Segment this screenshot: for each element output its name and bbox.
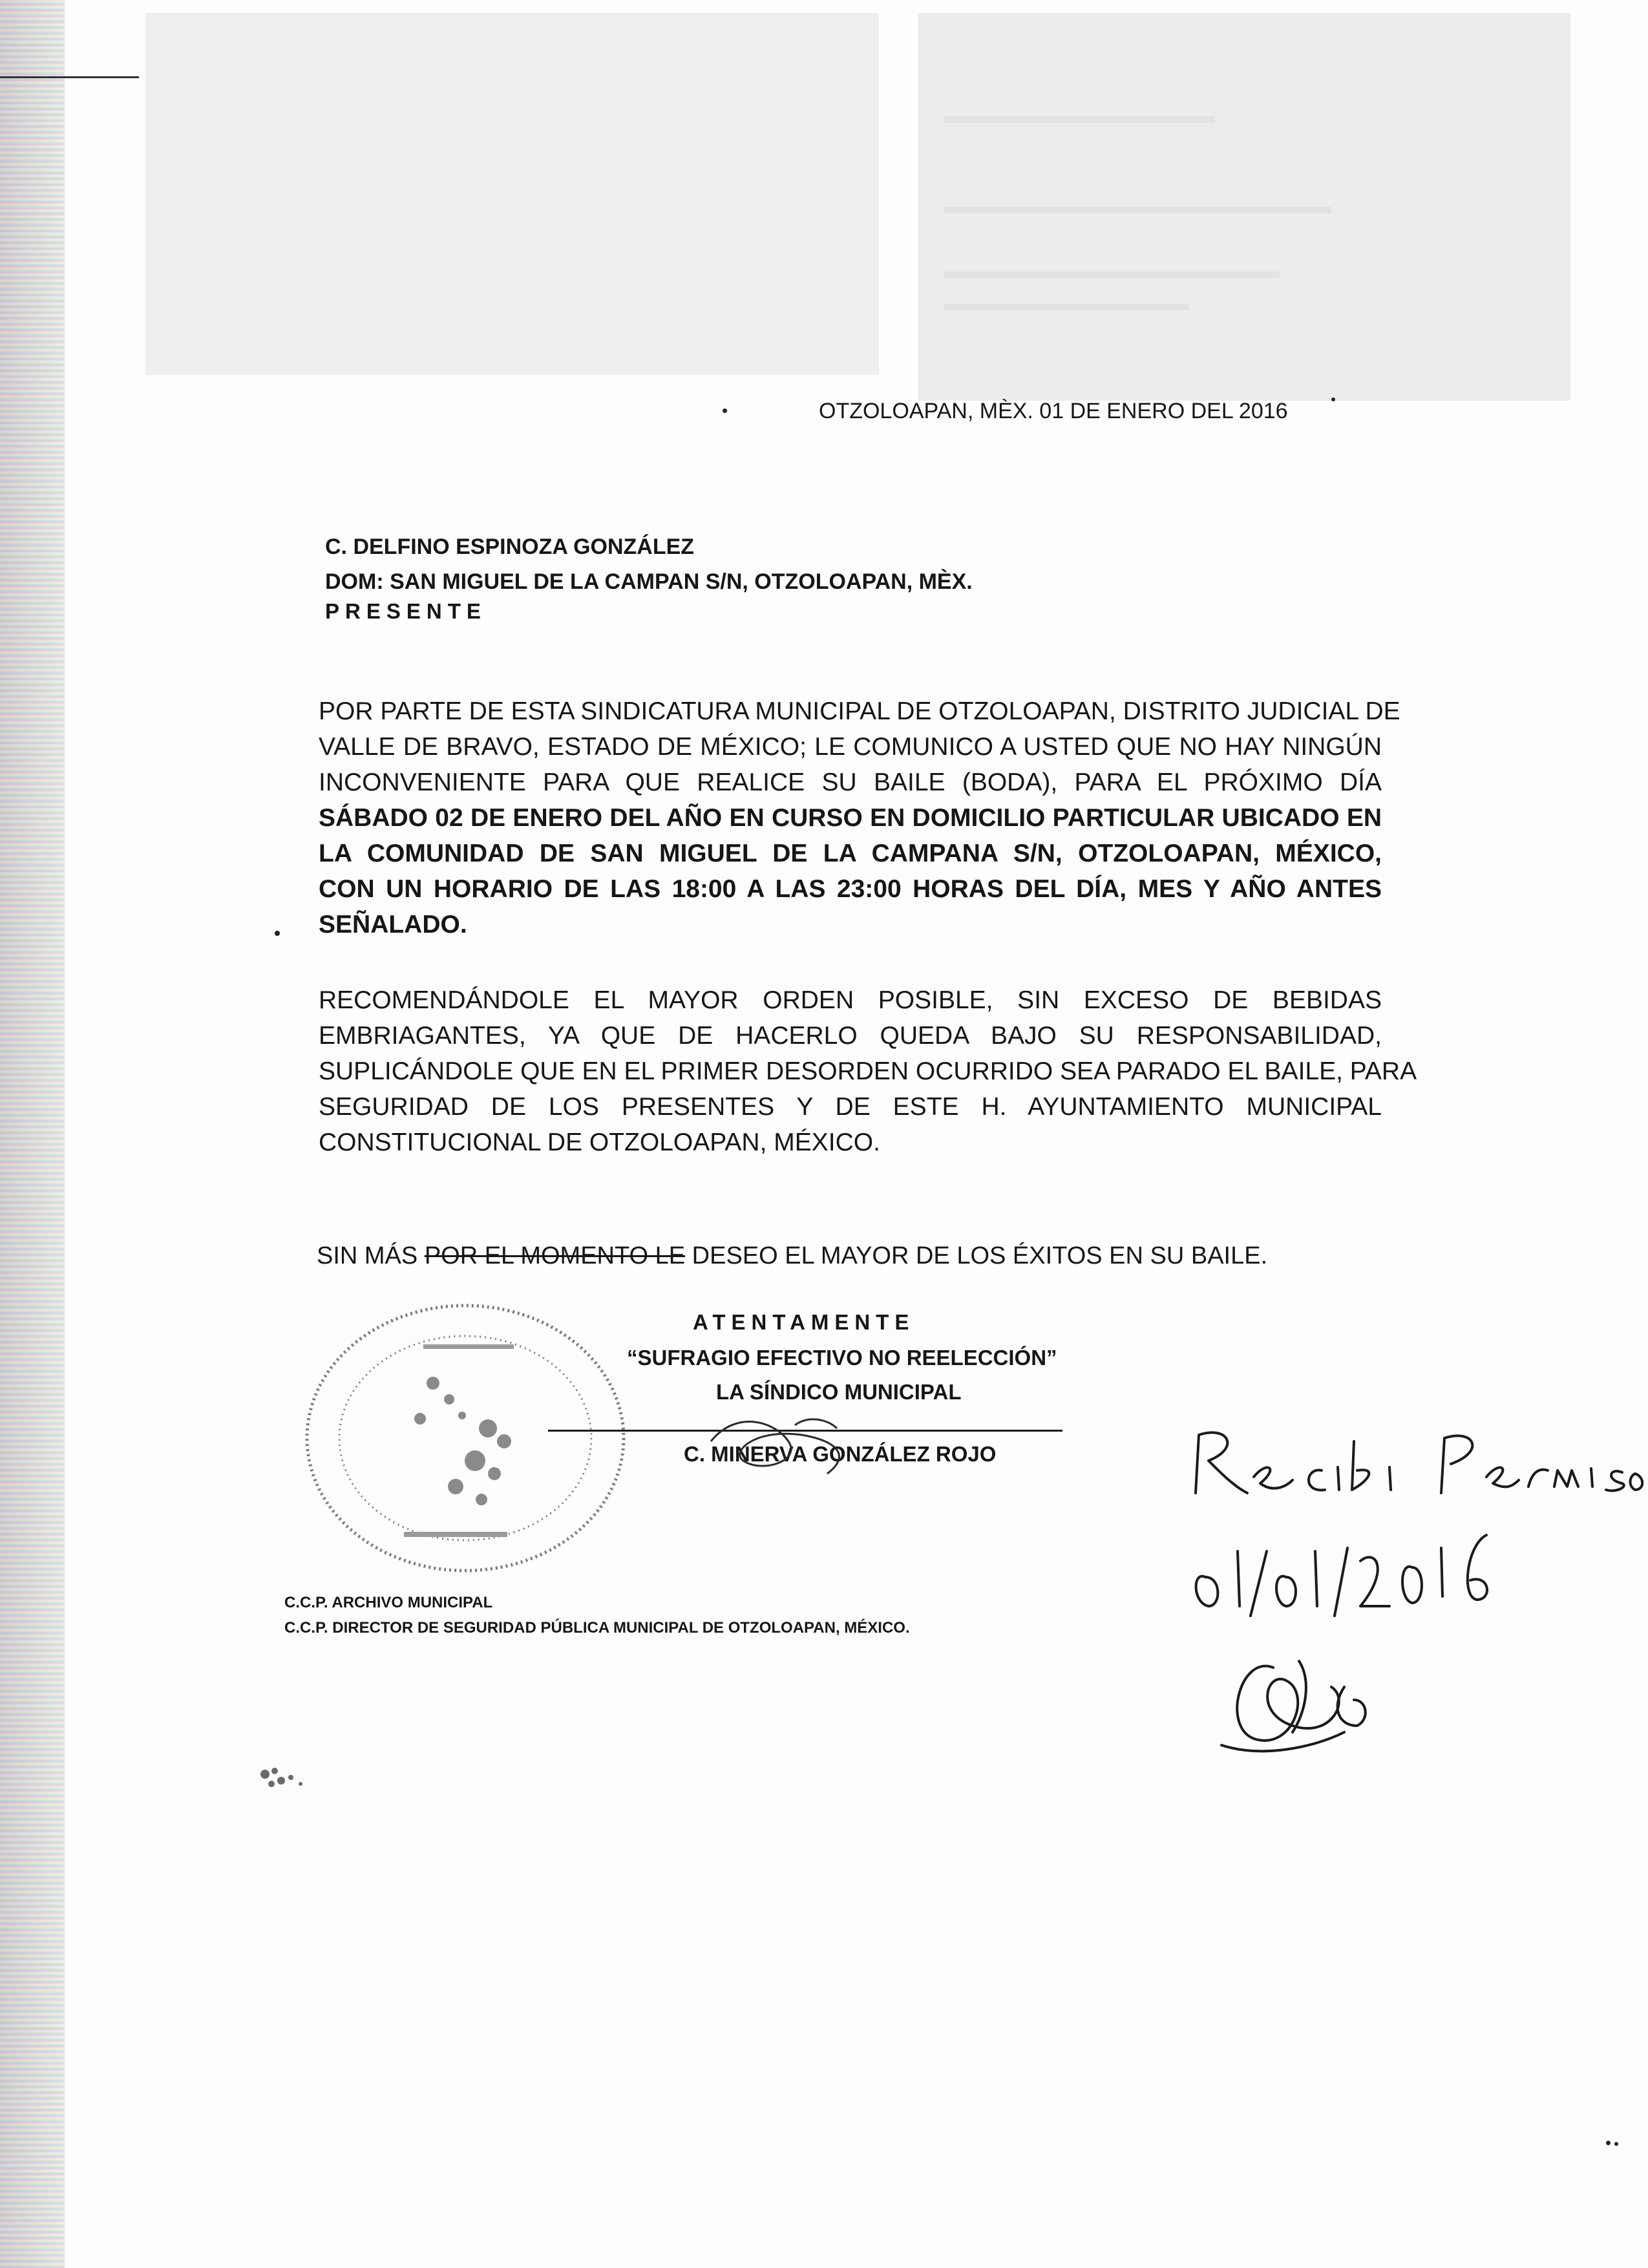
closing-text: SIN MÁS — [317, 1242, 425, 1269]
signoff-motto: “SUFRAGIO EFECTIVO NO REELECCIÓN” — [627, 1346, 1057, 1370]
paragraph-line: POR PARTE DE ESTA SINDICATURA MUNICIPAL DE OTZOLOAPAN, DISTRITO JUDICIAL DE — [319, 697, 1400, 725]
speck — [1614, 2142, 1618, 2146]
scanner-smudge — [246, 1752, 323, 1803]
speck — [1331, 397, 1335, 401]
signoff-role: LA SÍNDICO MUNICIPAL — [716, 1380, 962, 1404]
closing-line — [317, 1238, 1267, 1274]
paragraph-line: CONSTITUCIONAL DE OTZOLOAPAN, MÉXICO. — [319, 1129, 880, 1156]
show-through-line — [944, 304, 1189, 310]
show-through-line — [944, 271, 1280, 278]
show-through-block-left — [145, 13, 879, 375]
handwritten-receipt-note — [1183, 1422, 1648, 1810]
signoff-salutation: ATENTAMENTE — [693, 1310, 915, 1334]
show-through-line — [944, 116, 1215, 123]
copy-recipient: C.C.P. ARCHIVO MUNICIPAL — [284, 1594, 493, 1611]
show-through-line — [944, 207, 1331, 213]
place-date-line: OTZOLOAPAN, MÈX. 01 DE ENERO DEL 2016 — [819, 399, 1288, 423]
signer-name: C. MINERVA GONZÁLEZ ROJO — [684, 1442, 997, 1466]
speck — [1606, 2141, 1611, 2145]
scanner-artifact-mark — [0, 76, 139, 78]
paragraph-line: RECOMENDÁNDOLE EL MAYOR ORDEN POSIBLE, SIN EXCESO DE BEBIDAS — [319, 986, 1382, 1014]
scanner-artifact-strip — [0, 0, 65, 2268]
paragraph-line: SEGURIDAD DE LOS PRESENTES Y DE ESTE H. AYUNTAMIENTO MUNICIPAL — [319, 1093, 1382, 1121]
paragraph-line: SÁBADO 02 DE ENERO DEL AÑO EN CURSO EN DOMICILIO PARTICULAR UBICADO EN — [319, 804, 1382, 832]
signer-signature — [698, 1403, 866, 1493]
show-through-block-right — [918, 13, 1570, 401]
paragraph-line: VALLE DE BRAVO, ESTADO DE MÉXICO; LE COMUNICO A USTED QUE NO HAY NINGÚN — [319, 733, 1382, 761]
speck — [275, 931, 280, 936]
paragraph-line: SEÑALADO. — [319, 911, 467, 938]
paragraph-line: SUPLICÁNDOLE QUE EN EL PRIMER DESORDEN OCURRIDO SEA PARADO EL BAILE, PARA — [319, 1057, 1417, 1085]
speck — [723, 408, 727, 413]
struck-text: POR EL MOMENTO LE — [424, 1242, 686, 1269]
recipient-address: DOM: SAN MIGUEL DE LA CAMPAN S/N, OTZOLOAPAN, MÈX. — [325, 569, 973, 594]
closing-text: DESEO EL MAYOR DE LOS ÉXITOS EN SU BAILE. — [685, 1242, 1268, 1269]
paragraph-line: CON UN HORARIO DE LAS 18:00 A LAS 23:00 HORAS DEL DÍA, MES Y AÑO ANTES — [319, 875, 1382, 903]
paragraph-line: INCONVENIENTE PARA QUE REALICE SU BAILE (BODA), PARA EL PRÓXIMO DÍA — [319, 768, 1382, 796]
copy-recipient: C.C.P. DIRECTOR DE SEGURIDAD PÚBLICA MUNICIPAL DE OTZOLOAPAN, MÉXICO. — [284, 1619, 910, 1637]
paragraph-line: EMBRIAGANTES, YA QUE DE HACERLO QUEDA BAJO SU RESPONSABILIDAD, — [319, 1022, 1382, 1050]
recipient-greeting: PRESENTE — [325, 599, 487, 623]
official-seal-stamp — [294, 1286, 656, 1590]
recipient-name: C. DELFINO ESPINOZA GONZÁLEZ — [325, 535, 695, 559]
paragraph-line: LA COMUNIDAD DE SAN MIGUEL DE LA CAMPANA S/N, OTZOLOAPAN, MÉXICO, — [319, 840, 1382, 867]
